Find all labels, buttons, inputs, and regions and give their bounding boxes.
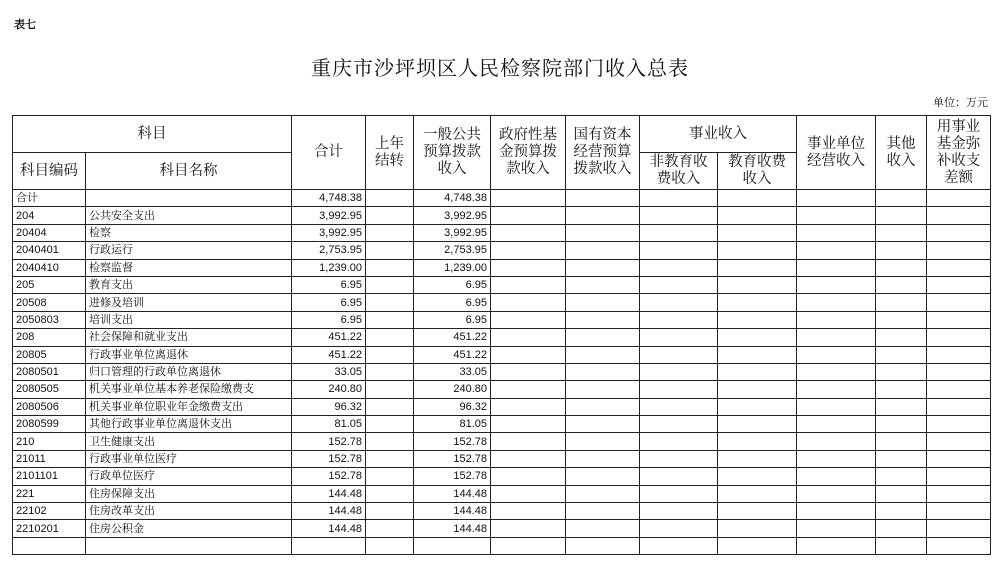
row-code-cell: 210 xyxy=(13,433,86,450)
row-state-capital-cell xyxy=(566,276,640,293)
row-gov-fund-cell xyxy=(491,346,566,363)
row-general-budget-cell: 6.95 xyxy=(414,294,491,311)
row-name-cell: 行政单位医疗 xyxy=(86,468,292,485)
row-non-edu-cell xyxy=(640,294,718,311)
row-reserve-fund-cell xyxy=(927,207,991,224)
row-edu-cell xyxy=(718,329,797,346)
row-name-cell: 行政事业单位医疗 xyxy=(86,450,292,467)
row-other-income-cell xyxy=(876,468,927,485)
row-edu-cell xyxy=(718,468,797,485)
row-general-budget-cell: 451.22 xyxy=(414,346,491,363)
table-row xyxy=(13,520,991,537)
row-state-capital-cell xyxy=(566,242,640,259)
row-state-capital-cell xyxy=(566,207,640,224)
row-edu-cell xyxy=(718,398,797,415)
row-state-capital-cell xyxy=(566,294,640,311)
header-non-edu: 非教育收费收入 xyxy=(640,153,718,190)
row-reserve-fund-cell xyxy=(927,242,991,259)
row-other-income-cell xyxy=(876,346,927,363)
row-name-cell xyxy=(86,190,292,207)
row-unit-operating-cell xyxy=(797,276,876,293)
row-edu-cell xyxy=(718,520,797,537)
row-carryover-cell xyxy=(366,242,414,259)
row-other-income-cell xyxy=(876,520,927,537)
row-name-cell: 行政运行 xyxy=(86,242,292,259)
row-unit-operating-cell xyxy=(797,346,876,363)
row-non-edu-cell xyxy=(640,537,718,554)
header-name: 科目名称 xyxy=(86,153,292,190)
row-reserve-fund-cell xyxy=(927,329,991,346)
row-carryover-cell xyxy=(366,311,414,328)
row-reserve-fund-cell xyxy=(927,468,991,485)
row-gov-fund-cell xyxy=(491,190,566,207)
row-reserve-fund-cell xyxy=(927,503,991,520)
row-carryover-cell xyxy=(366,346,414,363)
row-carryover-cell xyxy=(366,503,414,520)
row-gov-fund-cell xyxy=(491,433,566,450)
row-unit-operating-cell xyxy=(797,329,876,346)
table-row xyxy=(13,207,991,224)
row-name-cell: 公共安全支出 xyxy=(86,207,292,224)
row-carryover-cell xyxy=(366,450,414,467)
row-state-capital-cell xyxy=(566,363,640,380)
row-non-edu-cell xyxy=(640,276,718,293)
row-other-income-cell xyxy=(876,242,927,259)
row-gov-fund-cell xyxy=(491,503,566,520)
row-other-income-cell xyxy=(876,207,927,224)
row-gov-fund-cell xyxy=(491,311,566,328)
row-reserve-fund-cell xyxy=(927,311,991,328)
row-code-cell: 2080501 xyxy=(13,363,86,380)
row-code-cell xyxy=(13,537,86,554)
row-unit-operating-cell xyxy=(797,520,876,537)
row-reserve-fund-cell xyxy=(927,398,991,415)
row-edu-cell xyxy=(718,242,797,259)
row-unit-operating-cell xyxy=(797,381,876,398)
income-summary-table xyxy=(12,115,991,555)
row-code-cell: 21011 xyxy=(13,450,86,467)
row-unit-operating-cell xyxy=(797,363,876,380)
row-code-cell: 20508 xyxy=(13,294,86,311)
row-state-capital-cell xyxy=(566,433,640,450)
row-code-cell: 2080505 xyxy=(13,381,86,398)
table-row xyxy=(13,190,991,207)
row-gov-fund-cell xyxy=(491,329,566,346)
row-non-edu-cell xyxy=(640,259,718,276)
row-unit-operating-cell xyxy=(797,311,876,328)
row-general-budget-cell: 33.05 xyxy=(414,363,491,380)
header-state-capital: 国有资本经营预算拨款收入 xyxy=(566,116,640,190)
row-carryover-cell xyxy=(366,416,414,433)
row-reserve-fund-cell xyxy=(927,224,991,241)
row-carryover-cell xyxy=(366,398,414,415)
row-edu-cell xyxy=(718,416,797,433)
row-state-capital-cell xyxy=(566,537,640,554)
header-unit-operating: 事业单位经营收入 xyxy=(797,116,876,190)
row-edu-cell xyxy=(718,433,797,450)
row-general-budget-cell: 144.48 xyxy=(414,520,491,537)
row-general-budget-cell: 240.80 xyxy=(414,381,491,398)
row-total-cell: 6.95 xyxy=(292,294,366,311)
row-unit-operating-cell xyxy=(797,398,876,415)
table-row xyxy=(13,398,991,415)
row-other-income-cell xyxy=(876,363,927,380)
row-other-income-cell xyxy=(876,537,927,554)
header-subject: 科目 xyxy=(13,116,292,153)
row-non-edu-cell xyxy=(640,503,718,520)
row-gov-fund-cell xyxy=(491,224,566,241)
row-code-cell: 2050803 xyxy=(13,311,86,328)
row-reserve-fund-cell xyxy=(927,450,991,467)
row-code-cell: 2101101 xyxy=(13,468,86,485)
row-state-capital-cell xyxy=(566,381,640,398)
table-row xyxy=(13,485,991,502)
row-code-cell: 合计 xyxy=(13,190,86,207)
row-other-income-cell xyxy=(876,503,927,520)
row-reserve-fund-cell xyxy=(927,276,991,293)
row-non-edu-cell xyxy=(640,346,718,363)
row-carryover-cell xyxy=(366,381,414,398)
table-row xyxy=(13,537,991,554)
row-reserve-fund-cell xyxy=(927,259,991,276)
row-code-cell: 204 xyxy=(13,207,86,224)
row-general-budget-cell: 6.95 xyxy=(414,276,491,293)
row-total-cell: 451.22 xyxy=(292,329,366,346)
row-total-cell: 152.78 xyxy=(292,468,366,485)
row-edu-cell xyxy=(718,363,797,380)
header-gov-fund: 政府性基金预算拨款收入 xyxy=(491,116,566,190)
row-other-income-cell xyxy=(876,381,927,398)
row-general-budget-cell: 152.78 xyxy=(414,468,491,485)
row-total-cell: 152.78 xyxy=(292,433,366,450)
row-other-income-cell xyxy=(876,224,927,241)
row-non-edu-cell xyxy=(640,207,718,224)
table-row xyxy=(13,503,991,520)
row-reserve-fund-cell xyxy=(927,346,991,363)
row-code-cell: 221 xyxy=(13,485,86,502)
row-gov-fund-cell xyxy=(491,416,566,433)
row-edu-cell xyxy=(718,503,797,520)
row-general-budget-cell: 4,748.38 xyxy=(414,190,491,207)
row-other-income-cell xyxy=(876,276,927,293)
row-name-cell: 培训支出 xyxy=(86,311,292,328)
row-carryover-cell xyxy=(366,329,414,346)
row-non-edu-cell xyxy=(640,363,718,380)
table-row xyxy=(13,433,991,450)
header-total: 合计 xyxy=(292,116,366,190)
row-other-income-cell xyxy=(876,398,927,415)
row-edu-cell xyxy=(718,190,797,207)
row-carryover-cell xyxy=(366,259,414,276)
row-general-budget-cell: 96.32 xyxy=(414,398,491,415)
row-code-cell: 2080506 xyxy=(13,398,86,415)
table-row xyxy=(13,242,991,259)
row-other-income-cell xyxy=(876,433,927,450)
unit-label: 单位：万元 xyxy=(933,96,988,109)
row-unit-operating-cell xyxy=(797,259,876,276)
table-row xyxy=(13,381,991,398)
row-general-budget-cell: 152.78 xyxy=(414,433,491,450)
row-carryover-cell xyxy=(366,276,414,293)
row-reserve-fund-cell xyxy=(927,485,991,502)
row-name-cell: 机关事业单位职业年金缴费支出 xyxy=(86,398,292,415)
row-name-cell: 机关事业单位基本养老保险缴费支 xyxy=(86,381,292,398)
row-edu-cell xyxy=(718,346,797,363)
row-total-cell: 144.48 xyxy=(292,485,366,502)
row-total-cell xyxy=(292,537,366,554)
row-total-cell: 81.05 xyxy=(292,416,366,433)
row-carryover-cell xyxy=(366,207,414,224)
row-non-edu-cell xyxy=(640,468,718,485)
row-code-cell: 208 xyxy=(13,329,86,346)
row-state-capital-cell xyxy=(566,329,640,346)
row-unit-operating-cell xyxy=(797,224,876,241)
row-total-cell: 6.95 xyxy=(292,311,366,328)
row-other-income-cell xyxy=(876,190,927,207)
table-row xyxy=(13,311,991,328)
row-reserve-fund-cell xyxy=(927,381,991,398)
row-general-budget-cell: 451.22 xyxy=(414,329,491,346)
row-reserve-fund-cell xyxy=(927,294,991,311)
row-total-cell: 4,748.38 xyxy=(292,190,366,207)
row-non-edu-cell xyxy=(640,485,718,502)
row-non-edu-cell xyxy=(640,433,718,450)
row-carryover-cell xyxy=(366,363,414,380)
row-state-capital-cell xyxy=(566,259,640,276)
row-edu-cell xyxy=(718,259,797,276)
row-reserve-fund-cell xyxy=(927,520,991,537)
table-row xyxy=(13,294,991,311)
row-general-budget-cell: 3,992.95 xyxy=(414,207,491,224)
row-non-edu-cell xyxy=(640,398,718,415)
row-code-cell: 2210201 xyxy=(13,520,86,537)
row-gov-fund-cell xyxy=(491,450,566,467)
header-edu: 教育收费收入 xyxy=(718,153,797,190)
row-general-budget-cell xyxy=(414,537,491,554)
row-carryover-cell xyxy=(366,433,414,450)
row-edu-cell xyxy=(718,276,797,293)
row-carryover-cell xyxy=(366,537,414,554)
header-code: 科目编码 xyxy=(13,153,86,190)
row-state-capital-cell xyxy=(566,398,640,415)
row-state-capital-cell xyxy=(566,468,640,485)
row-edu-cell xyxy=(718,207,797,224)
row-total-cell: 144.48 xyxy=(292,503,366,520)
row-unit-operating-cell xyxy=(797,450,876,467)
row-gov-fund-cell xyxy=(491,468,566,485)
row-name-cell: 住房公积金 xyxy=(86,520,292,537)
table-row xyxy=(13,259,991,276)
row-edu-cell xyxy=(718,537,797,554)
row-name-cell: 归口管理的行政单位离退休 xyxy=(86,363,292,380)
row-name-cell: 其他行政事业单位离退休支出 xyxy=(86,416,292,433)
row-code-cell: 205 xyxy=(13,276,86,293)
row-edu-cell xyxy=(718,311,797,328)
row-name-cell: 教育支出 xyxy=(86,276,292,293)
row-edu-cell xyxy=(718,485,797,502)
table-row xyxy=(13,346,991,363)
row-unit-operating-cell xyxy=(797,503,876,520)
header-general-budget: 一般公共预算拨款收入 xyxy=(414,116,491,190)
row-non-edu-cell xyxy=(640,381,718,398)
row-non-edu-cell xyxy=(640,520,718,537)
row-reserve-fund-cell xyxy=(927,433,991,450)
row-unit-operating-cell xyxy=(797,468,876,485)
page-title: 重庆市沙坪坝区人民检察院部门收入总表 xyxy=(311,56,689,80)
row-carryover-cell xyxy=(366,190,414,207)
row-state-capital-cell xyxy=(566,520,640,537)
row-gov-fund-cell xyxy=(491,276,566,293)
row-state-capital-cell xyxy=(566,485,640,502)
row-carryover-cell xyxy=(366,468,414,485)
row-other-income-cell xyxy=(876,294,927,311)
row-gov-fund-cell xyxy=(491,242,566,259)
row-state-capital-cell xyxy=(566,190,640,207)
row-general-budget-cell: 1,239.00 xyxy=(414,259,491,276)
row-non-edu-cell xyxy=(640,224,718,241)
row-code-cell: 20404 xyxy=(13,224,86,241)
row-other-income-cell xyxy=(876,329,927,346)
table-row xyxy=(13,450,991,467)
row-gov-fund-cell xyxy=(491,294,566,311)
row-total-cell: 96.32 xyxy=(292,398,366,415)
row-edu-cell xyxy=(718,381,797,398)
row-total-cell: 451.22 xyxy=(292,346,366,363)
row-code-cell: 2040401 xyxy=(13,242,86,259)
row-gov-fund-cell xyxy=(491,520,566,537)
row-name-cell: 行政事业单位离退休 xyxy=(86,346,292,363)
row-unit-operating-cell xyxy=(797,433,876,450)
row-non-edu-cell xyxy=(640,242,718,259)
row-reserve-fund-cell xyxy=(927,363,991,380)
row-edu-cell xyxy=(718,450,797,467)
row-state-capital-cell xyxy=(566,311,640,328)
row-carryover-cell xyxy=(366,294,414,311)
row-general-budget-cell: 144.48 xyxy=(414,503,491,520)
row-code-cell: 2040410 xyxy=(13,259,86,276)
row-unit-operating-cell xyxy=(797,294,876,311)
row-gov-fund-cell xyxy=(491,381,566,398)
row-general-budget-cell: 2,753.95 xyxy=(414,242,491,259)
row-total-cell: 152.78 xyxy=(292,450,366,467)
row-name-cell: 进修及培训 xyxy=(86,294,292,311)
row-other-income-cell xyxy=(876,485,927,502)
row-total-cell: 144.48 xyxy=(292,520,366,537)
row-non-edu-cell xyxy=(640,190,718,207)
row-carryover-cell xyxy=(366,520,414,537)
row-total-cell: 240.80 xyxy=(292,381,366,398)
row-gov-fund-cell xyxy=(491,537,566,554)
row-other-income-cell xyxy=(876,416,927,433)
row-general-budget-cell: 152.78 xyxy=(414,450,491,467)
row-gov-fund-cell xyxy=(491,485,566,502)
row-code-cell: 20805 xyxy=(13,346,86,363)
row-total-cell: 6.95 xyxy=(292,276,366,293)
row-other-income-cell xyxy=(876,450,927,467)
header-other-income: 其他收入 xyxy=(876,116,927,190)
row-state-capital-cell xyxy=(566,416,640,433)
table-row xyxy=(13,416,991,433)
row-carryover-cell xyxy=(366,485,414,502)
table-row xyxy=(13,329,991,346)
row-gov-fund-cell xyxy=(491,363,566,380)
row-unit-operating-cell xyxy=(797,242,876,259)
row-gov-fund-cell xyxy=(491,398,566,415)
row-unit-operating-cell xyxy=(797,207,876,224)
row-gov-fund-cell xyxy=(491,207,566,224)
row-state-capital-cell xyxy=(566,503,640,520)
table-number: 表七 xyxy=(14,18,36,31)
row-non-edu-cell xyxy=(640,329,718,346)
row-unit-operating-cell xyxy=(797,416,876,433)
row-unit-operating-cell xyxy=(797,190,876,207)
row-total-cell: 1,239.00 xyxy=(292,259,366,276)
row-state-capital-cell xyxy=(566,346,640,363)
row-name-cell: 卫生健康支出 xyxy=(86,433,292,450)
row-general-budget-cell: 144.48 xyxy=(414,485,491,502)
row-carryover-cell xyxy=(366,224,414,241)
row-general-budget-cell: 6.95 xyxy=(414,311,491,328)
row-gov-fund-cell xyxy=(491,259,566,276)
row-total-cell: 3,992.95 xyxy=(292,224,366,241)
row-state-capital-cell xyxy=(566,224,640,241)
row-name-cell: 住房改革支出 xyxy=(86,503,292,520)
header-business-income: 事业收入 xyxy=(640,116,797,153)
table-row xyxy=(13,224,991,241)
row-edu-cell xyxy=(718,224,797,241)
header-reserve-fund: 用事业基金弥补收支差额 xyxy=(927,116,991,190)
row-total-cell: 33.05 xyxy=(292,363,366,380)
row-state-capital-cell xyxy=(566,450,640,467)
row-name-cell: 社会保障和就业支出 xyxy=(86,329,292,346)
row-other-income-cell xyxy=(876,259,927,276)
row-general-budget-cell: 81.05 xyxy=(414,416,491,433)
row-reserve-fund-cell xyxy=(927,190,991,207)
row-reserve-fund-cell xyxy=(927,537,991,554)
row-non-edu-cell xyxy=(640,450,718,467)
row-name-cell: 住房保障支出 xyxy=(86,485,292,502)
row-name-cell: 检察 xyxy=(86,224,292,241)
row-code-cell: 2080599 xyxy=(13,416,86,433)
table-row xyxy=(13,276,991,293)
row-total-cell: 2,753.95 xyxy=(292,242,366,259)
row-unit-operating-cell xyxy=(797,485,876,502)
header-carryover: 上年结转 xyxy=(366,116,414,190)
row-name-cell xyxy=(86,537,292,554)
row-unit-operating-cell xyxy=(797,537,876,554)
row-general-budget-cell: 3,992.95 xyxy=(414,224,491,241)
row-non-edu-cell xyxy=(640,416,718,433)
row-edu-cell xyxy=(718,294,797,311)
row-reserve-fund-cell xyxy=(927,416,991,433)
row-total-cell: 3,992.95 xyxy=(292,207,366,224)
row-name-cell: 检察监督 xyxy=(86,259,292,276)
table-row xyxy=(13,363,991,380)
table-row xyxy=(13,468,991,485)
row-other-income-cell xyxy=(876,311,927,328)
row-code-cell: 22102 xyxy=(13,503,86,520)
row-non-edu-cell xyxy=(640,311,718,328)
